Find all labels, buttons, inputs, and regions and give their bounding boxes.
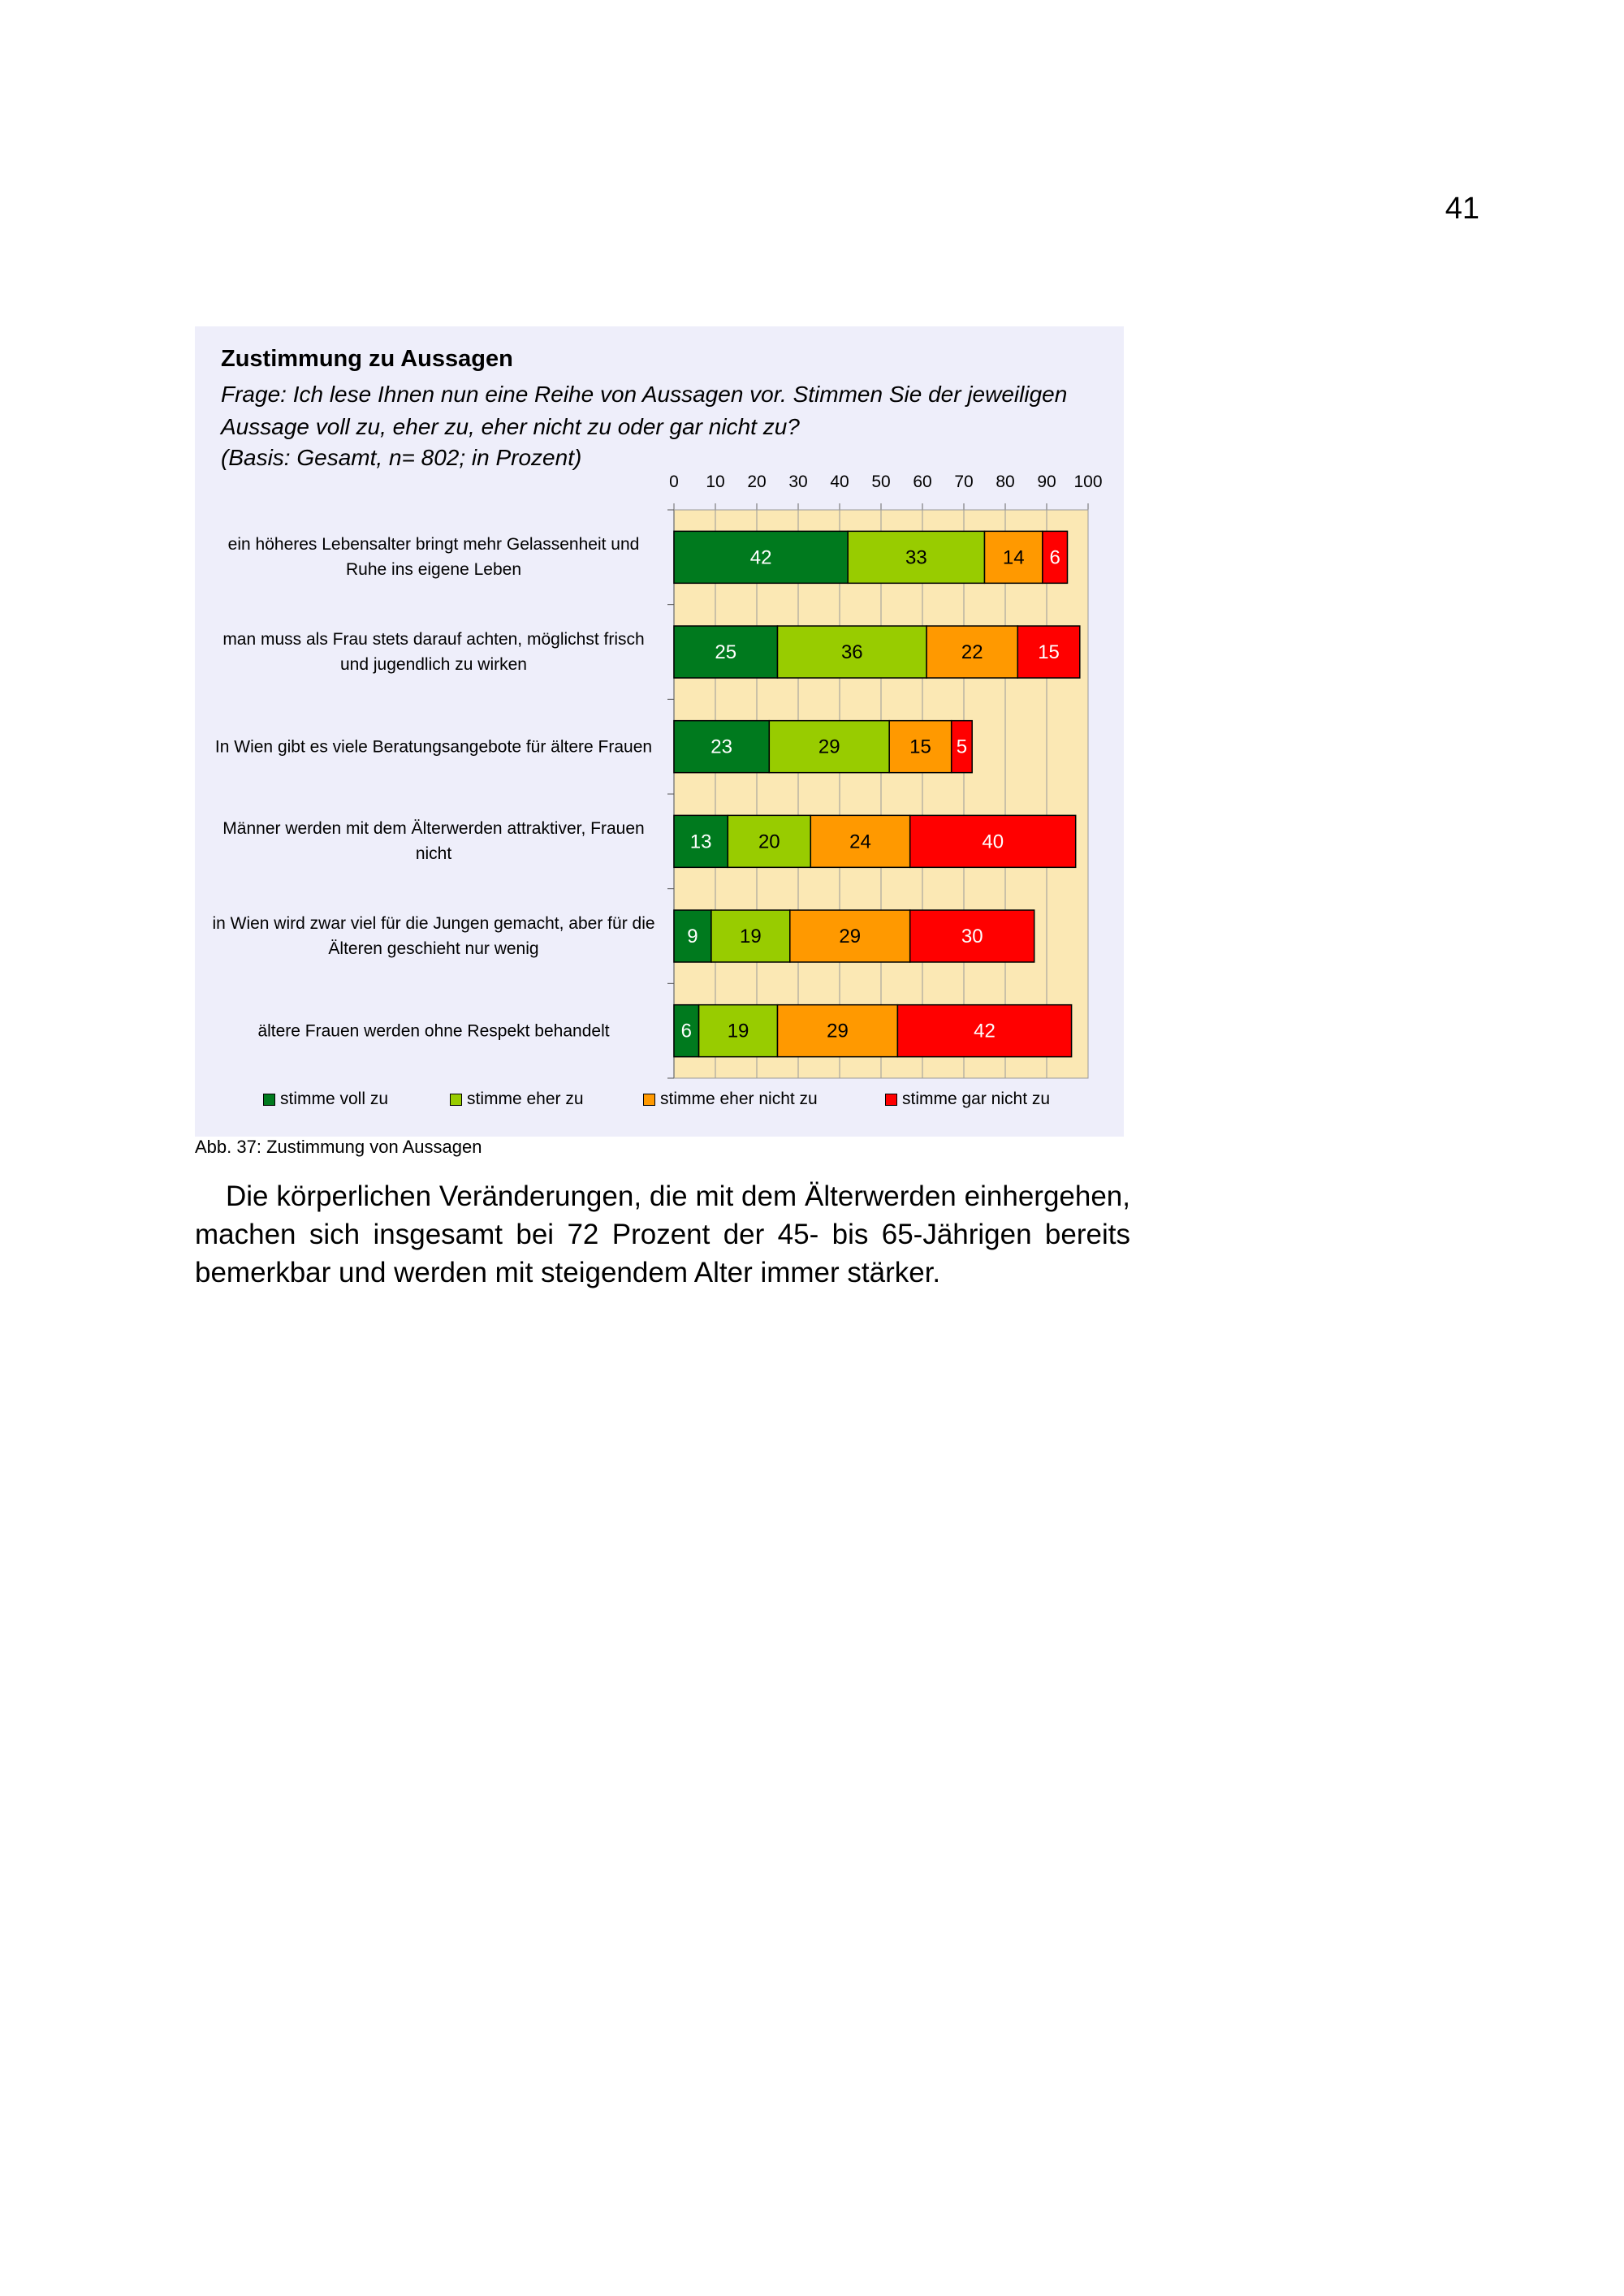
bar-value-label: 40	[982, 831, 1004, 853]
bar-value-label: 24	[849, 831, 871, 853]
x-tick-label: 20	[747, 473, 767, 491]
bar-value-label: 23	[710, 736, 733, 758]
bar-value-label: 29	[827, 1020, 849, 1042]
legend-swatch	[643, 1094, 655, 1106]
bar-value-label: 14	[1002, 546, 1025, 569]
bar-value-label: 42	[749, 546, 772, 569]
category-label: ältere Frauen werden ohne Respekt behandelt	[257, 1021, 610, 1041]
bar-chart	[195, 326, 1124, 1137]
category-label: Männer werden mit dem Älterwerden attraktiver, Frauen nicht	[222, 819, 645, 864]
bar-value-label: 6	[1049, 546, 1060, 569]
body-paragraph: Die körperlichen Veränderungen, die mit dem Älterwerden einhergehen, machen sich insgesamt bei 72 Prozent der 45- bis 65-Jährigen bereits bemerkbar und werden mit steigendem Alter immer stärker.	[195, 1180, 1130, 1288]
chart-question: Frage: Ich lese Ihnen nun eine Reihe von Aussagen vor. Stimmen Sie der jeweiligen Aussage voll zu, eher zu, eher nicht zu oder gar nicht zu?	[221, 382, 1068, 439]
bar-value-label: 6	[680, 1020, 692, 1042]
bar-value-label: 13	[689, 831, 712, 853]
bar-value-label: 15	[909, 736, 931, 758]
x-tick-label: 10	[706, 473, 725, 491]
category-label: ein höheres Lebensalter bringt mehr Gelassenheit und Ruhe ins eigene Leben	[227, 535, 640, 580]
x-tick-label: 100	[1073, 473, 1103, 491]
bar-value-label: 22	[961, 641, 983, 663]
x-tick-label: 40	[830, 473, 849, 491]
x-tick-label: 50	[871, 473, 891, 491]
bar-value-label: 36	[840, 641, 863, 663]
bar-value-label: 20	[758, 831, 780, 853]
category-label: In Wien gibt es viele Beratungsangebote für ältere Frauen	[214, 737, 653, 757]
legend-item	[643, 1090, 818, 1109]
category-label: man muss als Frau stets darauf achten, möglichst frisch und jugendlich zu wirken	[222, 630, 645, 674]
bar-value-label: 19	[739, 926, 762, 947]
x-tick-label: 80	[996, 473, 1015, 491]
bar-value-label: 42	[974, 1020, 996, 1042]
bar-value-label: 19	[727, 1020, 749, 1042]
chart-basis: (Basis: Gesamt, n= 802; in Prozent)	[221, 445, 582, 470]
bar-value-label: 29	[818, 736, 840, 758]
x-tick-label: 90	[1037, 473, 1056, 491]
chart-container	[195, 326, 1124, 1137]
x-tick-label: 60	[913, 473, 932, 491]
legend-swatch	[885, 1094, 897, 1106]
chart-title: Zustimmung zu Aussagen	[221, 346, 513, 372]
bar-value-label: 9	[687, 926, 698, 947]
x-tick-label: 70	[954, 473, 974, 491]
legend-label: stimme voll zu	[280, 1090, 389, 1108]
page-number: 41	[1445, 192, 1479, 226]
bar-value-label: 33	[905, 546, 927, 569]
legend-item	[885, 1090, 1050, 1109]
figure-caption: Abb. 37: Zustimmung von Aussagen	[195, 1137, 482, 1157]
legend-item	[450, 1090, 584, 1109]
bar-value-label: 25	[715, 641, 737, 663]
bar-value-label: 5	[956, 736, 968, 758]
bar-value-label: 30	[961, 926, 983, 947]
bar-value-label: 29	[839, 926, 862, 947]
category-label: in Wien wird zwar viel für die Jungen gemacht, aber für die Älteren geschieht nur wenig	[212, 914, 655, 958]
legend-label: stimme eher nicht zu	[660, 1090, 818, 1108]
bar-value-label: 15	[1038, 641, 1060, 663]
legend-label: stimme gar nicht zu	[902, 1090, 1051, 1108]
legend-swatch	[263, 1094, 275, 1106]
legend-swatch	[450, 1094, 462, 1106]
legend-item	[263, 1090, 388, 1109]
x-tick-label: 30	[788, 473, 808, 491]
x-tick-label: 0	[669, 473, 679, 491]
legend-label: stimme eher zu	[467, 1090, 584, 1108]
